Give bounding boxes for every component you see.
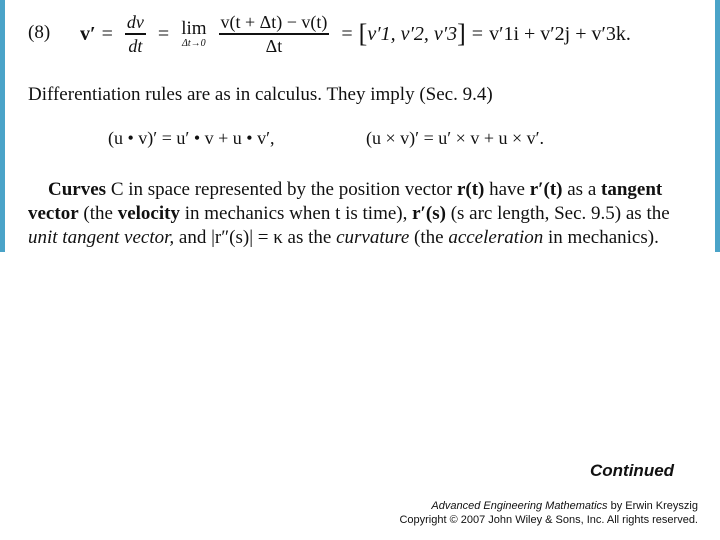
- text-segment: in mechanics when t is time),: [179, 203, 413, 224]
- right-accent-bar: [715, 0, 720, 252]
- term-curvature: curvature: [336, 227, 410, 248]
- text-segment: (the: [78, 203, 118, 224]
- equation-lhs: v′: [80, 22, 96, 45]
- book-credit-line: [368, 499, 698, 513]
- copyright-line: Copyright © 2007 John Wiley & Sons, Inc. All rights reserved.: [399, 514, 698, 526]
- fraction-denominator: dt: [128, 35, 143, 56]
- limit-subscript: Δt→0: [182, 38, 206, 49]
- fraction-denominator: Δt: [265, 35, 283, 56]
- text-segment: C in space represented by the position vector: [106, 179, 457, 200]
- curves-paragraph-line-2: [28, 202, 698, 226]
- limit-operator: [181, 19, 206, 49]
- left-accent-bar: [0, 0, 5, 252]
- fraction-numerator: v(t + Δt) − v(t): [220, 12, 328, 33]
- fraction-dv-dt: [125, 12, 146, 56]
- curves-paragraph-line-3: [28, 226, 698, 250]
- text-segment: (the: [409, 227, 449, 248]
- equals-sign: =: [471, 22, 484, 45]
- equation-8: [28, 8, 708, 60]
- term-vector: vector: [28, 203, 79, 224]
- book-title: Advanced Engineering Mathematics: [431, 500, 608, 512]
- right-bracket: ]: [457, 19, 466, 48]
- fraction-numerator: dv: [126, 12, 144, 33]
- book-footer: [368, 499, 698, 527]
- equation-number: (8): [28, 22, 51, 43]
- curves-paragraph-line-1: [28, 178, 698, 202]
- text-segment: (s arc length, Sec. 9.5) as the: [445, 203, 670, 224]
- text-segment: as a: [562, 179, 602, 200]
- fraction-bar: [125, 33, 146, 35]
- equals-sign: =: [157, 22, 170, 45]
- text-segment: and |r″(s)| = κ as the: [174, 227, 337, 248]
- equation-body: [80, 8, 631, 60]
- left-bracket: [: [358, 19, 368, 48]
- fraction-bar: [219, 33, 330, 35]
- text-segment: in mechanics).: [543, 227, 659, 248]
- tangent-expression: r′(t): [529, 179, 563, 200]
- text-segment: have: [484, 179, 530, 200]
- term-curves: Curves: [48, 179, 107, 200]
- term-unit-tangent-vector: unit tangent vector,: [28, 227, 175, 248]
- book-author: by Erwin Kreyszig: [607, 500, 698, 512]
- equation-rhs: v′1i + v′2j + v′3k.: [489, 22, 631, 45]
- slide-content: [0, 0, 720, 252]
- term-acceleration: acceleration: [448, 227, 544, 248]
- bracket-content: v′1, v′2, v′3: [367, 22, 458, 45]
- unit-tangent-expression: r′(s): [412, 203, 446, 224]
- position-vector: r(t): [456, 179, 485, 200]
- continued-label: Continued: [590, 461, 675, 480]
- differentiation-rules-text: Differentiation rules are as in calculus. They imply (Sec. 9.4): [28, 84, 493, 105]
- equals-sign: =: [101, 22, 113, 45]
- equals-sign: =: [341, 22, 353, 45]
- term-tangent: tangent: [601, 179, 663, 200]
- limit-word: lim: [181, 18, 207, 39]
- fraction-difference-quotient: [219, 12, 330, 56]
- dot-product-rule: (u • v)′ = u′ • v + u • v′,: [108, 128, 275, 148]
- term-velocity: velocity: [117, 203, 180, 224]
- cross-product-rule: (u × v)′ = u′ × v + u × v′.: [366, 128, 545, 148]
